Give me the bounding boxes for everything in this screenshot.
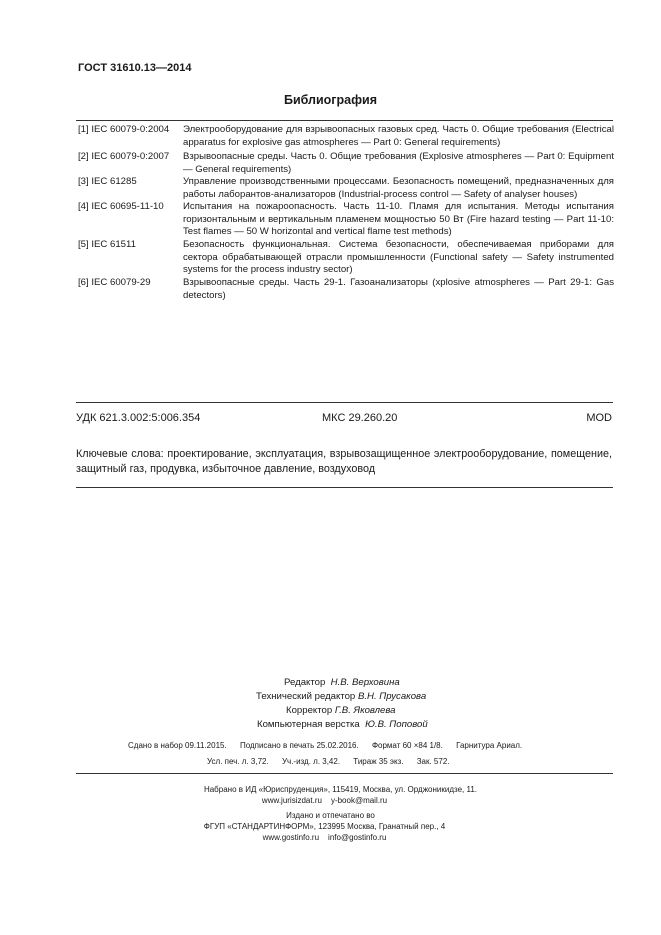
- credit-name: Г.В. Яковлева: [334, 705, 396, 716]
- page-title: Библиография: [283, 93, 378, 107]
- typeset-email[interactable]: y-book@mail.ru: [330, 796, 388, 805]
- credit-role: Компьютерная верстка: [257, 719, 360, 730]
- signed-date: Подписано в печать 25.02.2016.: [239, 741, 359, 750]
- entry-reference: [2] IEC 60079-0:2007: [78, 151, 170, 162]
- entry-reference: [4] IEC 60695-11-10: [78, 201, 164, 212]
- bibliography-entry: [78, 239, 614, 277]
- document-id: ГОСТ 31610.13—2014: [78, 62, 192, 74]
- publisher-address: ФГУП «СТАНДАРТИНФОРМ», 123995 Москва, Гранатный пер., 4: [203, 822, 446, 831]
- order-number: Зак. 572.: [416, 757, 450, 766]
- mod-label: MOD: [586, 412, 612, 424]
- publication-line: [207, 757, 461, 766]
- publication-line: [128, 741, 533, 750]
- edition-sheets: Уч.-изд. л. 3,42.: [281, 757, 341, 766]
- publisher-contacts: [0, 833, 655, 842]
- printed-label: Издано и отпечатано во: [286, 811, 375, 820]
- typeset-date: Сдано в набор 09.11.2015.: [128, 741, 227, 750]
- circulation: Тираж 35 экз.: [353, 757, 404, 766]
- entry-reference: [3] IEC 61285: [78, 176, 137, 187]
- credit-line: [150, 676, 590, 690]
- entry-text: Электрооборудование для взрывоопасных газовых сред. Часть 0. Общие требования (Electrical apparatus for explosive gas atmospheres — Part 0: General requirements): [183, 124, 614, 148]
- credit-name: Н.В. Верховина: [330, 677, 400, 688]
- bibliography-entry: [78, 201, 614, 239]
- credit-role: Технический редактор: [256, 691, 356, 702]
- credit-line: [150, 718, 590, 732]
- print-sheets: Усл. печ. л. 3,72.: [207, 757, 269, 766]
- typeface: Гарнитура Ариал.: [456, 741, 523, 750]
- bibliography-entry: [78, 176, 614, 201]
- entry-reference: [6] IEC 60079-29: [78, 277, 151, 288]
- credit-line: [150, 704, 590, 718]
- credit-name: Ю.В. Поповой: [365, 719, 428, 730]
- credit-name: В.Н. Прусакова: [357, 691, 427, 702]
- entry-text: Взрывоопасные среды. Часть 0. Общие требования (Explosive atmospheres — Part 0: Equipment — General requirements): [183, 151, 614, 175]
- credit-line: [150, 690, 590, 704]
- bibliography-entry: [78, 151, 614, 176]
- divider: [76, 773, 613, 774]
- udk-code: УДК 621.3.002:5:006.354: [76, 412, 201, 424]
- bibliography-entry: [78, 277, 614, 302]
- entry-text: Управление производственными процессами. Безопасность помещений, предназначенных для работы лаборантов-анализаторов (Industrial-process control — Safety of analyser houses): [183, 176, 614, 200]
- typeset-website[interactable]: www.jurisizdat.ru: [261, 796, 322, 805]
- bibliography-entry: [78, 124, 614, 149]
- entry-text: Испытания на пожароопасность. Часть 11-10. Пламя для испытания. Методы испытания горизонтальным и вертикальным пламенем мощностью 50 Вт (Fire hazard testing — Part 11-10: Test flames — 50 W horizontal and vertical flame test methods): [183, 201, 614, 238]
- credits-block: [150, 676, 590, 732]
- divider: [76, 402, 613, 403]
- entry-text: Безопасность функциональная. Система безопасности, обеспечиваемая приборами для сектора обрабатывающей отрасли промышленности (Functional safety — Safety instrumented systems for the process industry sector): [183, 239, 614, 276]
- publisher-email[interactable]: info@gostinfo.ru: [328, 833, 387, 842]
- entry-reference: [5] IEC 61511: [78, 239, 136, 250]
- format: Формат 60 ×84 1/8.: [371, 741, 443, 750]
- keywords: Ключевые слова: проектирование, эксплуатация, взрывозащищенное электрооборудование, помещение, защитный газ, продувка, избыточное давление, воздуховод: [76, 448, 612, 475]
- entry-reference: [1] IEC 60079-0:2004: [78, 124, 170, 135]
- publisher-website[interactable]: www.gostinfo.ru: [262, 833, 320, 842]
- credit-role: Корректор: [286, 705, 333, 716]
- divider: [76, 120, 613, 121]
- mks-code: МКС 29.260.20: [322, 412, 398, 424]
- credit-role: Редактор: [284, 677, 326, 688]
- divider: [76, 487, 613, 488]
- entry-text: Взрывоопасные среды. Часть 29-1. Газоанализаторы (xplosive atmospheres — Part 29-1: Gas detectors): [183, 277, 614, 301]
- typeset-info: Набрано в ИД «Юриспруденция», 115419, Москва, ул. Орджоникидзе, 11.: [203, 785, 478, 794]
- typeset-contacts: [0, 796, 655, 805]
